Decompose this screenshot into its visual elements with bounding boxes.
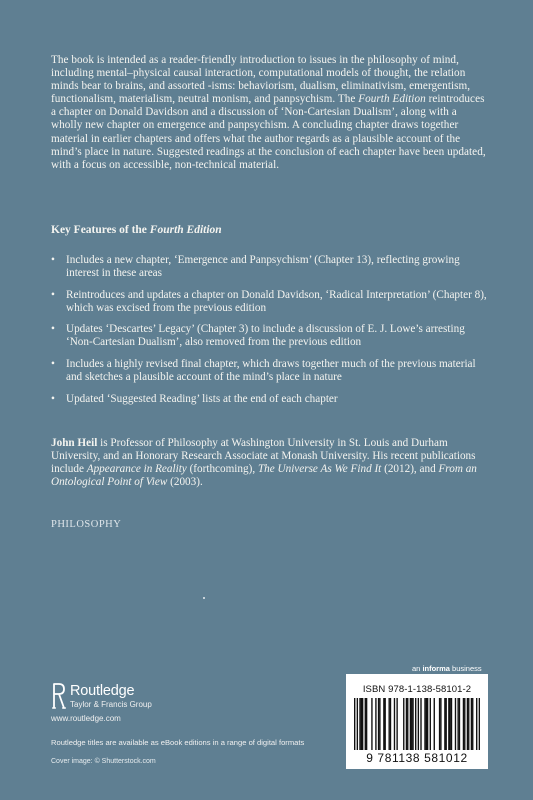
description-edition-emphasis: Fourth Edition: [358, 93, 426, 106]
barcode-bar: [362, 698, 363, 750]
barcode-bar: [467, 698, 468, 750]
barcode-bar: [411, 698, 412, 750]
barcode-bar: [426, 698, 427, 750]
barcode-bar: [365, 698, 366, 750]
barcode-bar: [444, 698, 445, 750]
barcode-bar: [472, 698, 473, 750]
key-features-heading-emphasis: Fourth Edition: [149, 224, 222, 236]
barcode-bar: [390, 698, 391, 750]
barcode-bar: [388, 698, 389, 750]
bio-text: is Professor of Philosophy at Washington University in St. Louis and Durham University, and an Honorary Research Associate at Monash University. His recent publications include: [51, 437, 476, 476]
publisher-group: Taylor & Francis Group: [70, 700, 152, 709]
bio-book-title: From an Ontological Point of View: [51, 463, 477, 489]
description-text-rest: reintroduces a chapter on Donald Davidson and a discussion of ‘Non-Cartesian Dualism’, along with a wholly new chapter on emergence and panpsychism. A concluding chapter draws together material in earlier chapters and offers what the author regards as a plausible account of the mind’s place in nature. Suggested readings at the conclusion of each chapter have been updated, with a focus on accessible, non-technical material.: [51, 93, 486, 171]
author-bio-paragraph: [51, 437, 491, 489]
author-bio: [51, 437, 491, 489]
feature-text: Reintroduces and updates a chapter on Donald Davidson, ‘Radical Interpretation’ (Chapter 8), which was excised from the previous edition: [66, 288, 487, 314]
feature-item: [51, 254, 493, 280]
barcode-bar: [403, 698, 404, 750]
publisher-url[interactable]: www.routledge.com: [51, 714, 121, 723]
cover-image-credit: Cover image: © Shutterstock.com: [51, 758, 156, 765]
bio-text: (2003).: [167, 476, 203, 489]
barcode-bar: [464, 698, 465, 750]
barcode-panel: [346, 674, 488, 769]
bullet-icon: •: [51, 323, 55, 336]
barcode-bar: [418, 698, 419, 750]
barcode-bar: [385, 698, 386, 750]
barcode-bar: [394, 698, 395, 750]
book-description: [51, 54, 489, 172]
key-features-heading: [51, 224, 491, 236]
description-text: The book is intended as a reader-friendly introduction to issues in the philosophy of mind, including mental–physical causal interaction, computational models of thought, the relation minds bear to brains, and assorted -isms: behaviorism, dualism, eliminativism, emergentism, functionalism, materialism, neutral monism, and panpsychism. The: [51, 54, 471, 106]
barcode-bar: [451, 698, 452, 750]
barcode-bar: [410, 698, 411, 750]
feature-item: [51, 323, 493, 349]
bullet-icon: •: [51, 392, 55, 405]
author-name: John Heil: [51, 437, 98, 449]
barcode-bar: [468, 698, 469, 750]
bullet-icon: •: [51, 288, 55, 301]
barcode-bar: [379, 698, 380, 750]
informa-brand: informa: [422, 664, 450, 673]
barcode-bar: [455, 698, 456, 750]
barcode-bar: [375, 698, 376, 750]
subject-category: PHILOSOPHY: [51, 519, 122, 530]
barcode-bar: [448, 698, 449, 750]
feature-item: [51, 358, 493, 384]
barcode-bar: [479, 698, 480, 750]
isbn-label: ISBN 978-1-138-58101-2: [362, 684, 472, 695]
barcode-bar: [371, 698, 372, 750]
barcode-bar: [459, 698, 460, 750]
barcode-bar: [471, 698, 472, 750]
bio-book-title: The Universe As We Find It: [257, 463, 382, 476]
barcode-bar: [415, 698, 416, 750]
barcode-bar: [427, 698, 428, 750]
feature-text: Updated ‘Suggested Reading’ lists at the end of each chapter: [66, 392, 338, 405]
barcode-bar: [424, 698, 425, 750]
barcode-number: 9 781138 581012: [366, 751, 468, 765]
feature-text: Includes a highly revised final chapter, which draws together much of the previous material and sketches a plausible account of the mind’s place in nature: [66, 358, 476, 384]
feature-text: Updates ‘Descartes’ Legacy’ (Chapter 3) to include a discussion of E. J. Lowe’s arresting ‘Non-Cartesian Dualism’, also removed from the previous edition: [66, 323, 465, 349]
barcode-bar: [434, 698, 435, 750]
informa-tagline: [412, 664, 482, 673]
barcode-bar: [406, 698, 407, 750]
feature-item: [51, 289, 493, 315]
routledge-logo-icon: [51, 683, 67, 709]
bio-book-title: Appearance in Reality: [86, 463, 187, 476]
ebook-note: Routledge titles are available as eBook editions in a range of digital formats: [51, 738, 305, 747]
barcode-bar: [439, 698, 440, 750]
barcode-bar: [430, 698, 431, 750]
barcode-bar: [412, 698, 413, 750]
barcode-bar: [357, 698, 358, 750]
barcode-bar: [476, 698, 477, 750]
description-paragraph: [51, 54, 489, 172]
bullet-icon: •: [51, 358, 55, 371]
barcode-icon: [354, 698, 480, 750]
barcode-bar: [359, 698, 360, 750]
feature-item: [51, 393, 493, 406]
barcode-bar: [463, 698, 464, 750]
barcode-bar: [446, 698, 447, 750]
barcode-bar: [354, 698, 355, 750]
publisher-name: Routledge: [70, 683, 135, 699]
barcode-bar: [449, 698, 450, 750]
barcode-bar: [420, 698, 421, 750]
feature-text: Includes a new chapter, ‘Emergence and Panpsychism’ (Chapter 13), reflecting growing interest in these areas: [66, 254, 460, 280]
key-features-heading-text: Key Features of the: [51, 224, 150, 236]
barcode-bar: [383, 698, 384, 750]
informa-prefix: an: [412, 664, 423, 673]
barcode-bar: [361, 698, 362, 750]
informa-suffix: business: [449, 664, 482, 673]
bio-text: (2012), and: [381, 463, 439, 476]
barcode-bar: [378, 698, 379, 750]
barcode-bar: [366, 698, 367, 750]
barcode-bar: [457, 698, 458, 750]
key-features-list: [51, 254, 493, 414]
decorative-dot: [203, 597, 205, 599]
barcode-bar: [440, 698, 441, 750]
barcode-bar: [407, 698, 408, 750]
bullet-icon: •: [51, 254, 55, 266]
barcode-bar: [396, 698, 397, 750]
bio-text: (forthcoming),: [186, 463, 258, 476]
